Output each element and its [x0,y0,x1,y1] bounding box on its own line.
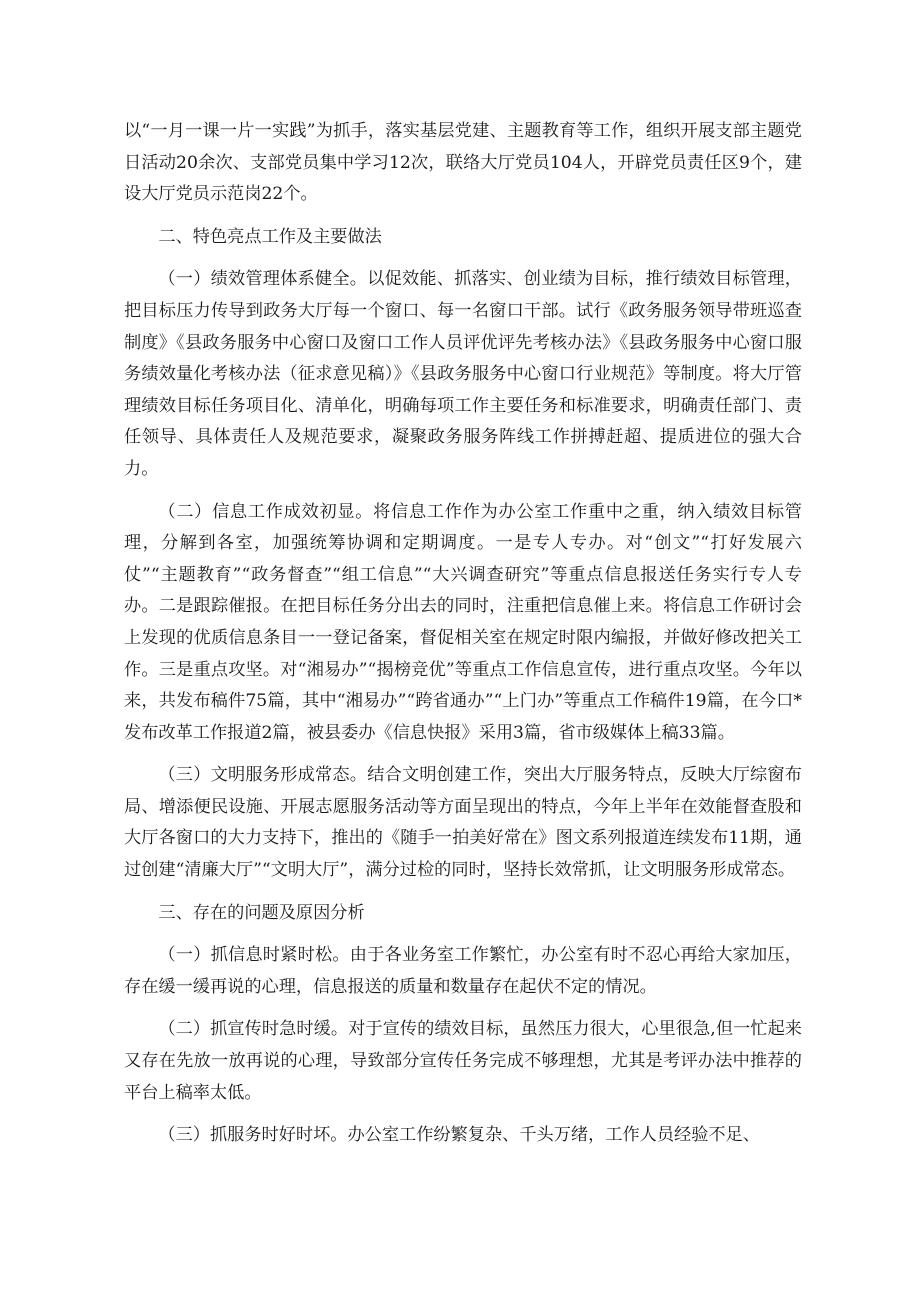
intro-paragraph: 以“一月一课一片一实践”为抓手，落实基层党建、主题教育等工作，组织开展支部主题党日活动20余次、支部党员集中学习12次，联络大厅党员104人，开辟党员责任区9个，建设大厅党员示范岗22个。 [124,121,802,205]
section-two-item-2: （二）信息工作成效初显。将信息工作作为办公室工作重中之重，纳入绩效目标管理，分解到各室，加强统筹协调和定期调度。一是专人专办。对“创文”“打好发展六仗”“主题教育”“政务督查”“组工信息”“大兴调查研究”等重点信息报送任务实行专人专办。二是跟踪催报。在把目标任务分出去的同时，注重把信息催上来。将信息工作研讨会上发现的优质信息条目一一登记备案，督促相关室在规定时限内编报，并做好修改把关工作。三是重点攻坚。对“湘易办”“揭榜竞优”等重点工作信息宣传，进行重点攻坚。今年以来，共发布稿件75篇，其中“湘易办”“跨省通办”“上门办”等重点工作稿件19篇，在今口*发布改革工作报道2篇，被县委办《信息快报》采用3篇，省市级媒体上稿33篇。 [124,501,802,743]
section-two-item-1: （一）绩效管理体系健全。以促效能、抓落实、创业绩为目标，推行绩效目标管理，把目标压力传导到政务大厅每一个窗口、每一名窗口干部。试行《政务服务领导带班巡查制度》《县政务服务中心窗口及窗口工作人员评优评先考核办法》《县政务服务中心窗口服务绩效量化考核办法（征求意见稿）》《县政务服务中心窗口行业规范》等制度。将大厅管理绩效目标任务项目化、清单化，明确每项工作主要任务和标准要求，明确责任部门、责任领导、具体责任人及规范要求，凝聚政务服务阵线工作拼搏赶超、提质进位的强大合力。 [124,269,802,479]
section-three-item-1: （一）抓信息时紧时松。由于各业务室工作繁忙，办公室有时不忍心再给大家加压，存在缓一缓再说的心理，信息报送的质量和数量存在起伏不定的情况。 [124,945,802,997]
section-two-item-3: （三）文明服务形成常态。结合文明创建工作，突出大厅服务特点，反映大厅综窗布局、增添便民设施、开展志愿服务活动等方面呈现出的特点，今年上半年在效能督查股和大厅各窗口的大力支持下，推出的《随手一拍美好常在》图文系列报道连续发布11期，通过创建“清廉大厅”“文明大厅”，满分过检的同时，坚持长效常抓，让文明服务形成常态。 [124,765,802,881]
section-three-heading: 三、存在的问题及原因分析 [158,902,365,923]
section-three-item-3: （三）抓服务时好时坏。办公室工作纷繁复杂、千头万绪，工作人员经验不足、 [158,1125,760,1146]
section-three-item-2: （二）抓宣传时急时缓。对于宣传的绩效目标，虽然压力很大，心里很急,但一忙起来又存在先放一放再说的心理，导致部分宣传任务完成不够理想，尤其是考评办法中推荐的平台上稿率太低。 [124,1019,802,1103]
document-body [124,116,802,1152]
section-two-heading: 二、特色亮点工作及主要做法 [158,226,382,247]
